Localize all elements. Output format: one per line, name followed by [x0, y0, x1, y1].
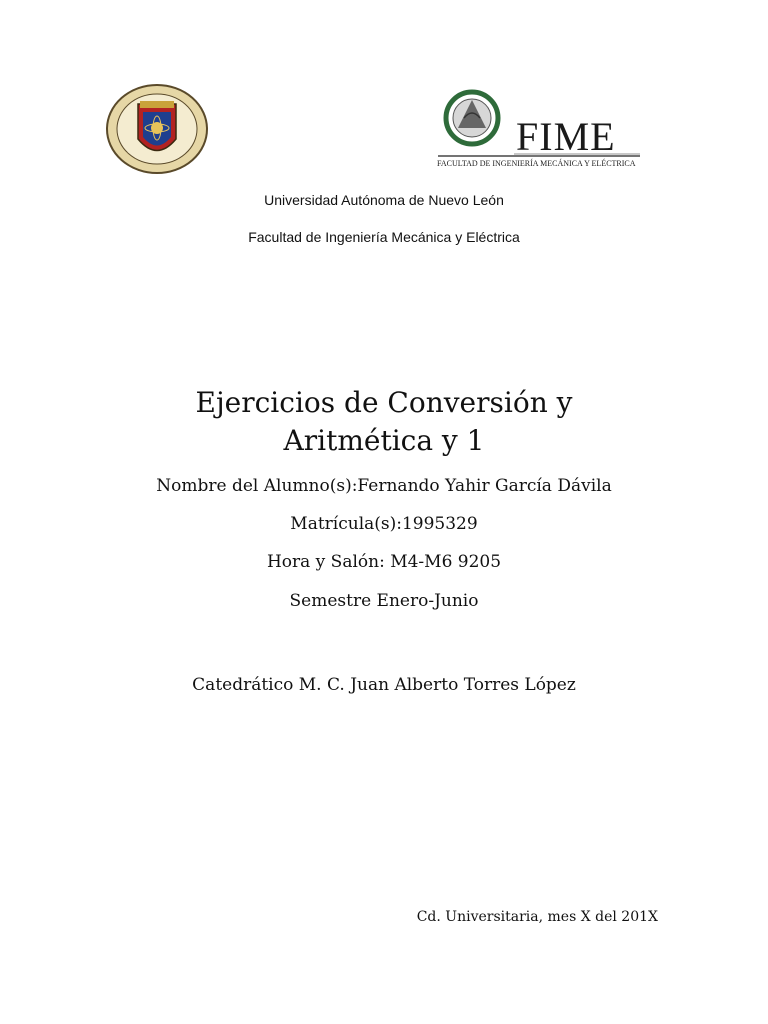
- place-date: Cd. Universitaria, mes X del 201X: [416, 909, 658, 925]
- document-title: [0, 384, 768, 460]
- uanl-seal-icon: [106, 84, 208, 174]
- faculty-name: Facultad de Ingeniería Mecánica y Eléctrica: [248, 229, 520, 245]
- fime-wordmark: FIME: [516, 114, 616, 159]
- university-name: Universidad Autónoma de Nuevo León: [264, 192, 504, 208]
- title-line-1: Ejercicios de Conversión y: [195, 386, 573, 419]
- fime-subtitle: FACULTAD DE INGENIERÍA MECÁNICA Y ELÉCTRICA: [437, 159, 636, 168]
- student-name: Nombre del Alumno(s):Fernando Yahir García Dávila: [156, 476, 612, 496]
- schedule-room: Hora y Salón: M4-M6 9205: [266, 552, 502, 572]
- student-id: Matrícula(s):1995329: [290, 514, 478, 534]
- title-line-2: Aritmética y 1: [283, 424, 485, 457]
- semester: Semestre Enero-Junio: [289, 591, 479, 611]
- professor-name: Catedrático M. C. Juan Alberto Torres López: [192, 675, 576, 695]
